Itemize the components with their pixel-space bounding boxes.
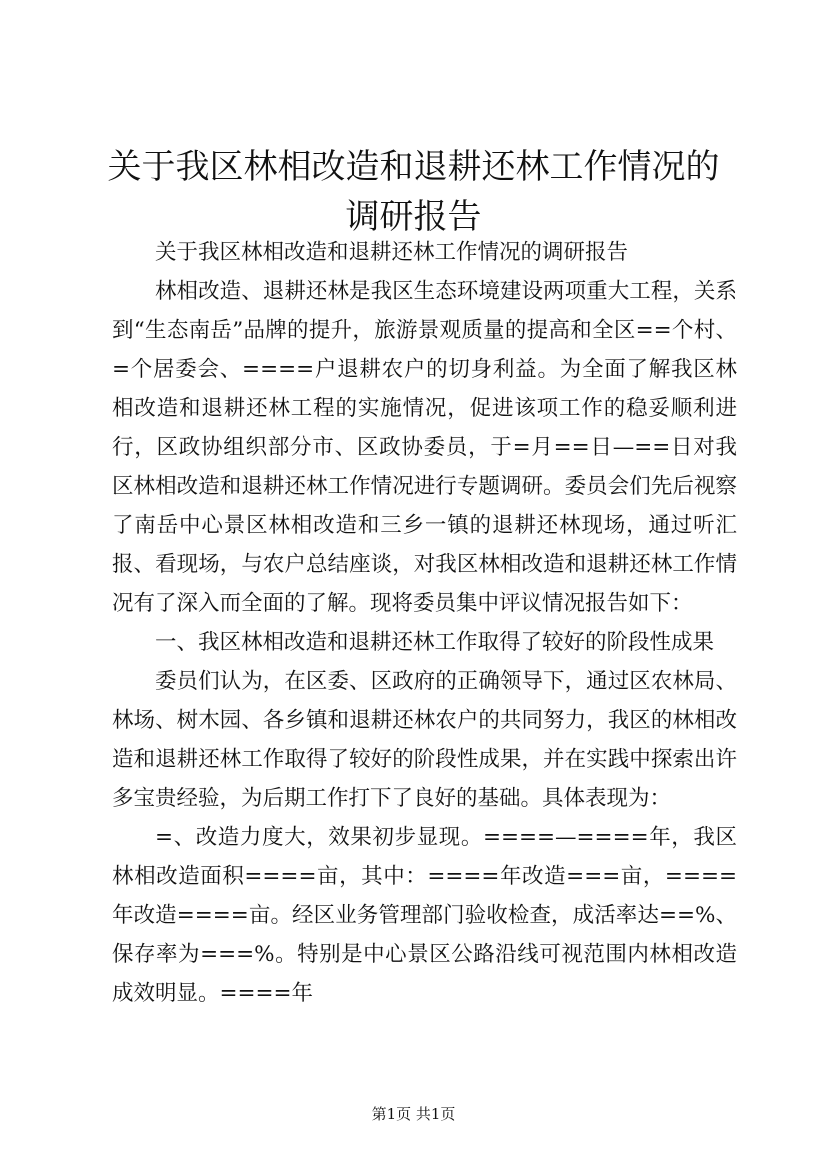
paragraph-assessment: 委员们认为，在区委、区政府的正确领导下，通过区农林局、林场、树木园、各乡镇和退耕还林农户的共同努力，我区的林相改造和退耕还林工作取得了较好的阶段性成果，并在实践中探索出许多宝贵经验，为后期工作打下了良好的基础。具体表现为： — [112, 669, 737, 811]
paragraph-intro: 林相改造、退耕还林是我区生态环境建设两项重大工程，关系到“生态南岳”品牌的提升，旅游景观质量的提高和全区==个村、=个居委会、====户退耕农户的切身利益。为全面了解我区林相改造和退耕还林工程的实施情况，促进该项工作的稳妥顺利进行，区政协组织部分市、区政协委员，于=月==日—==日对我区林相改造和退耕还林工作情况进行专题调研。委员会们先后视察了南岳中心景区林相改造和三乡一镇的退耕还林现场，通过听汇报、看现场，与农户总结座谈，对我区林相改造和退耕还林工作情况有了深入而全面的了解。现将委员集中评议情况报告如下： — [112, 279, 737, 616]
document-title: 关于我区林相改造和退耕还林工作情况的调研报告 — [107, 147, 720, 237]
paragraph-point-1: =、改造力度大，效果初步显现。====—====年，我区林相改造面积====亩，其中：====年改造===亩，====年改造====亩。经区业务管理部门验收检查，成活率达==%、保存率为===%。特别是中心景区公路沿线可视范围内林相改造成效明显。====年 — [112, 825, 737, 1006]
page-footer: 第1页 共1页 — [371, 1105, 456, 1123]
paragraph-subtitle: 关于我区林相改造和退耕还林工作情况的调研报告 — [155, 240, 629, 265]
document-body — [112, 233, 737, 1013]
section-heading-1: 一、我区林相改造和退耕还林工作取得了较好的阶段性成果 — [155, 630, 715, 655]
